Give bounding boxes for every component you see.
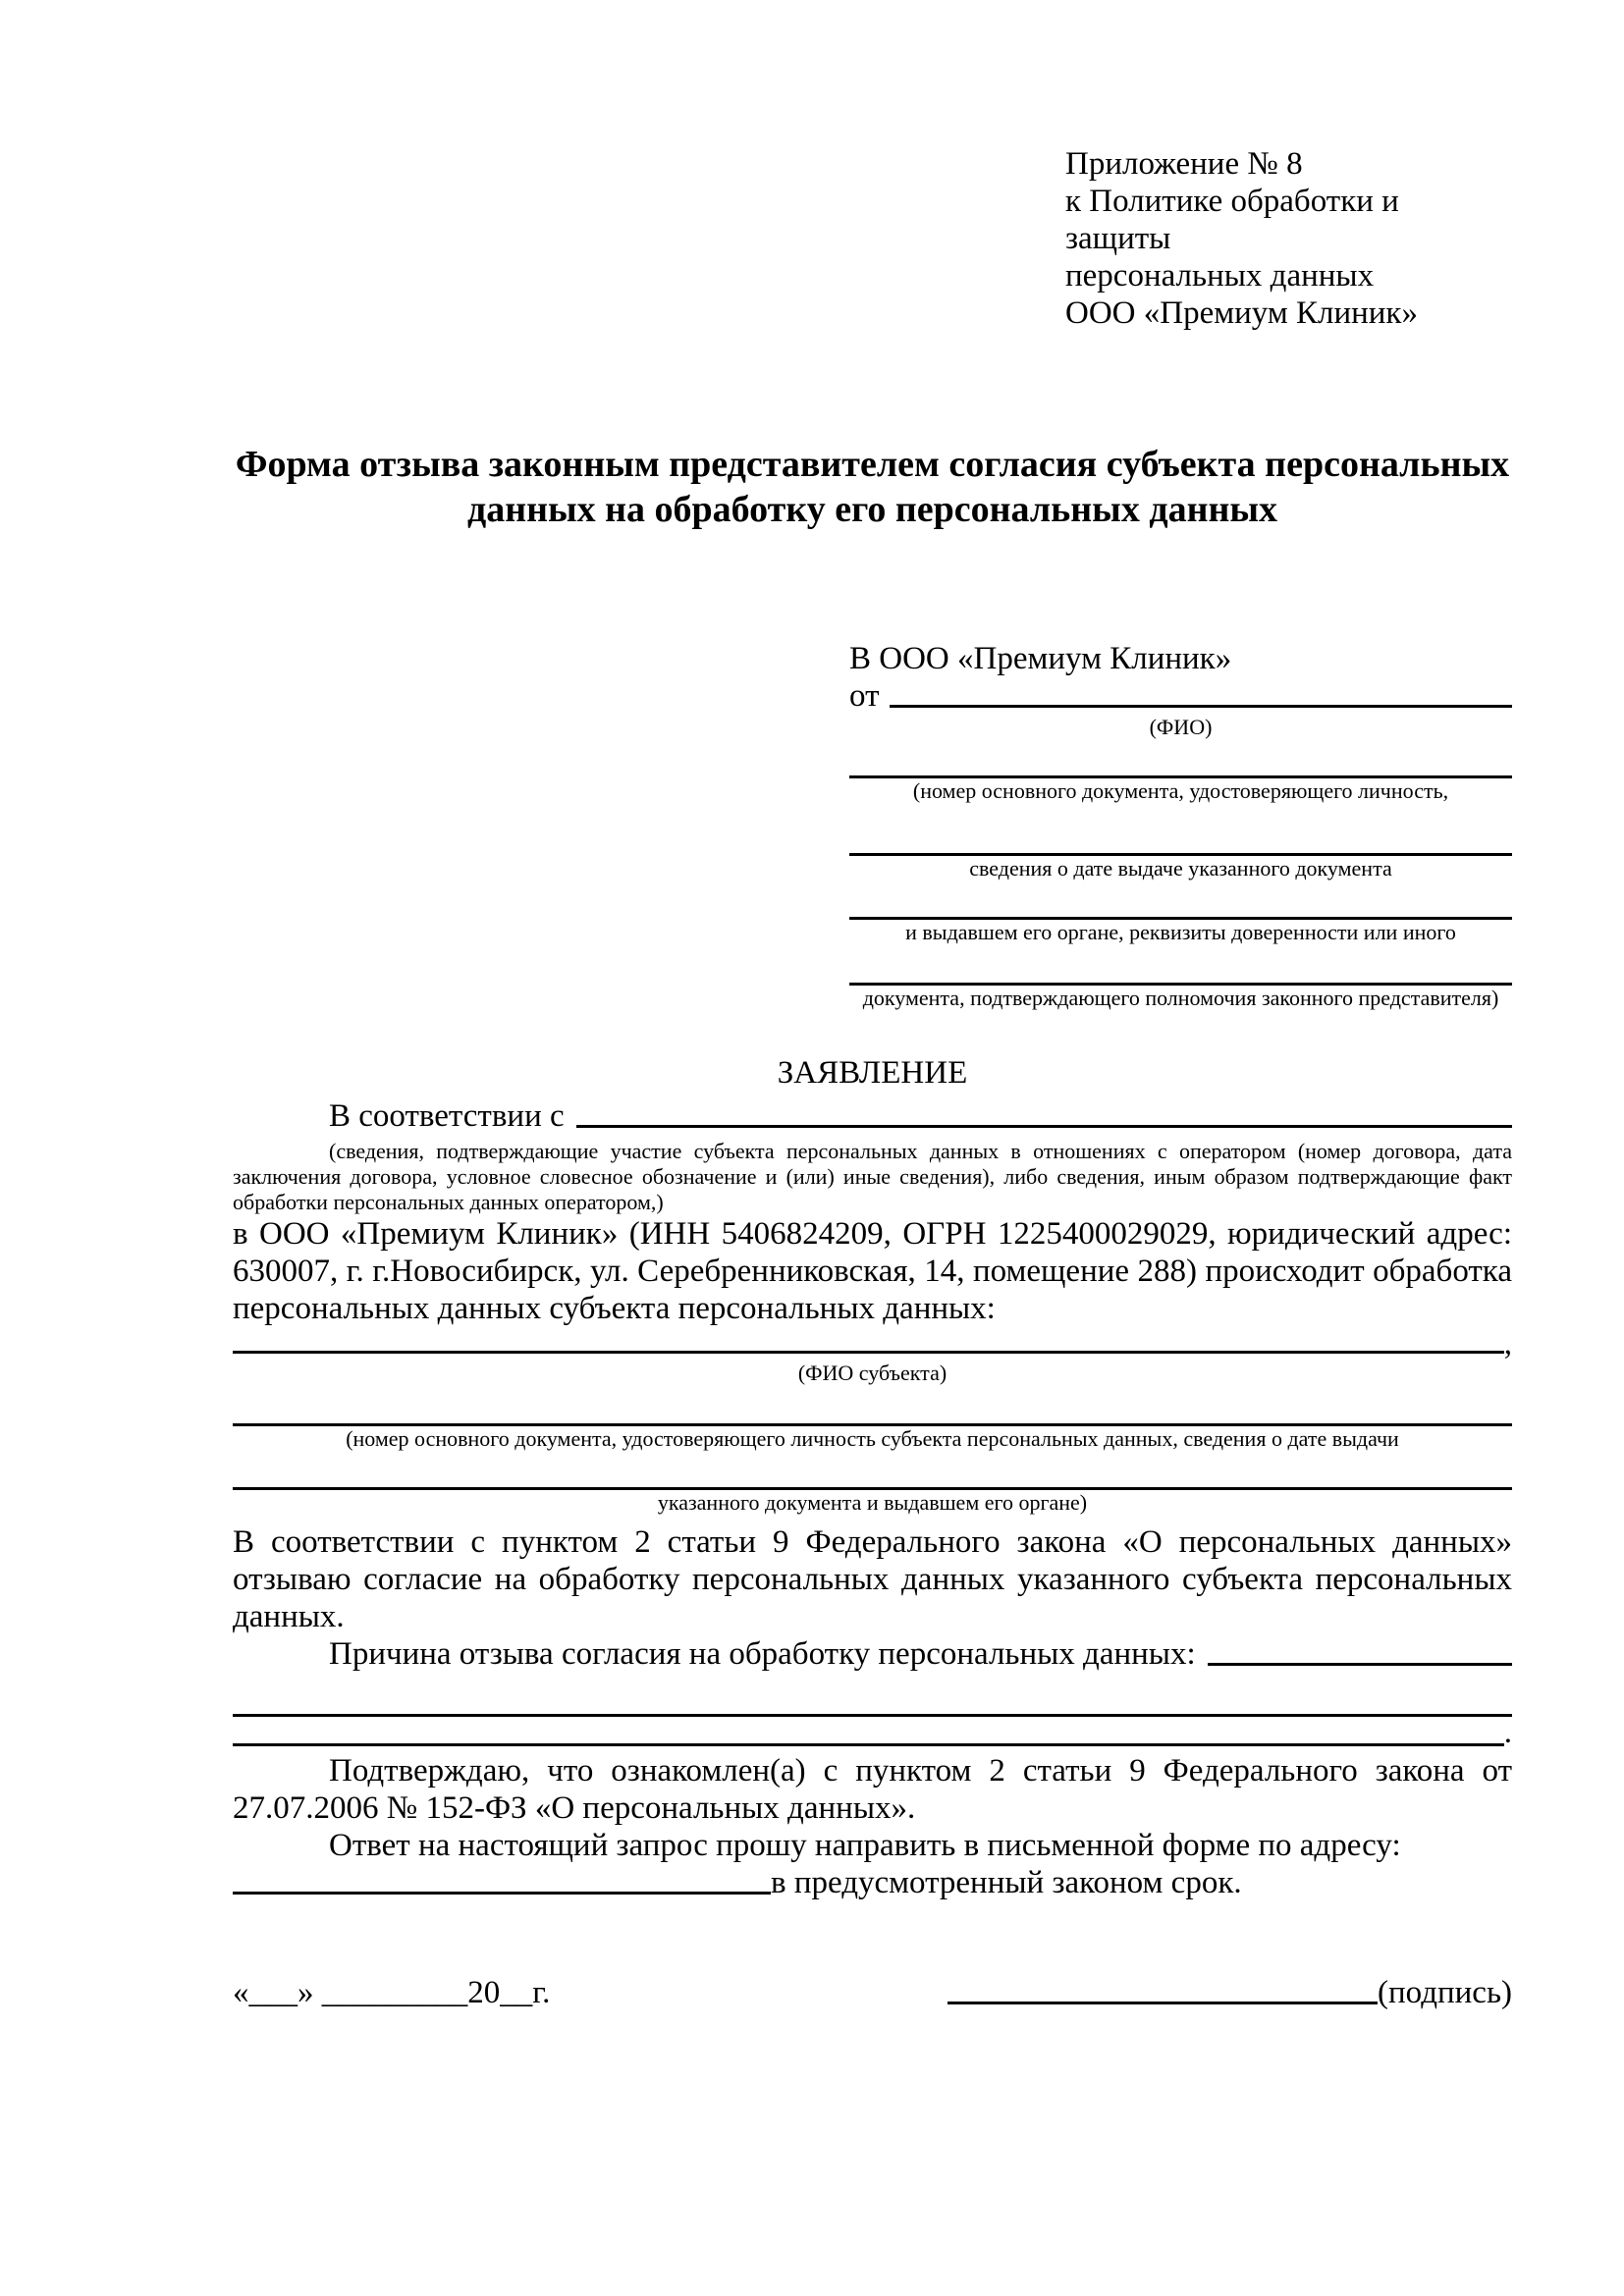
reason-label: Причина отзыва согласия на обработку персональных данных: [329,1636,1196,1672]
reason-blank-row-2 [233,1715,1512,1750]
signature-group [947,1974,1512,2011]
subject-doc-field-2 [233,1460,1512,1516]
confirm-paragraph: Подтверждаю, что ознакомлен(а) с пунктом 2 статьи 9 Федерального закона от 27.07.2006 № 152-ФЗ «О персональных данных». [233,1753,1512,1826]
operator-paragraph: в ООО «Премиум Клиник» (ИНН 5406824209, ОГРН 1225400029029, юридический адрес: 630007, г. г.Новосибирск, ул. Серебренниковская, 14, помещение 288) происходит обработка персональных данных субъекта персональных данных: [233,1216,1512,1326]
subject-fio-line[interactable] [233,1351,1504,1354]
statement-heading: ЗАЯВЛЕНИЕ [777,1055,968,1091]
recipient-to: В ООО «Премиум Клиник» [849,641,1232,676]
reason-blank-line-2[interactable] [233,1743,1504,1746]
basis-fill-line[interactable] [576,1125,1512,1128]
recipient-block [849,640,1512,1011]
annex-line-3: персональных данных [1065,258,1375,294]
doc-caption-4: документа, подтверждающего полномочия законного представителя) [862,986,1499,1010]
subject-doc-caption-1: (номер основного документа, удостоверяющего личность субъекта персональных данных, сведения о дате выдачи [346,1426,1399,1451]
representative-doc-line-1[interactable] [849,748,1512,778]
from-row [849,677,1512,715]
subject-doc-field-1 [233,1396,1512,1452]
reply-paragraph: Ответ на настоящий запрос прошу направить в письменной форме по адресу: [329,1828,1401,1863]
according-label: В соответствии с [329,1098,565,1134]
annex-block [1065,145,1512,332]
representative-doc-line-4[interactable] [849,955,1512,986]
reply-address-line[interactable] [233,1892,771,1895]
basis-row [233,1097,1512,1135]
annex-line-1: Приложение № 8 [1065,146,1303,182]
subject-doc-line-1[interactable] [233,1396,1512,1426]
basis-caption: (сведения, подтверждающие участие субъекта персональных данных в отношениях с оператором (номер договора, дата заключения договора, условное словесное обозначение и (или) иные сведения), либо сведения, иным образом подтверждающие факт обработки персональных данных оператором,) [233,1139,1512,1214]
reply-tail: в предусмотренный законом срок. [771,1865,1242,1900]
signature-line[interactable] [947,2002,1378,2004]
subject-doc-line-2[interactable] [233,1460,1512,1490]
doc-caption-1: (номер основного документа, удостоверяющего личность, [912,778,1449,803]
reason-blank-line-1[interactable] [233,1681,1512,1717]
reply-address-row [233,1864,1512,1901]
subject-fio-row [233,1327,1512,1361]
reason-fill-line[interactable] [1208,1663,1512,1666]
representative-doc-line-3[interactable] [849,889,1512,920]
revoke-paragraph: В соответствии с пунктом 2 статьи 9 Федерального закона «О персональных данных» отзываю согласие на обработку персональных данных указанного субъекта персональных данных. [233,1524,1512,1634]
signature-caption: (подпись) [1378,1975,1512,2010]
representative-doc-field-1 [849,748,1512,804]
representative-doc-field-3 [849,889,1512,945]
from-label: от [849,678,880,714]
fio-caption: (ФИО) [1149,715,1213,739]
representative-doc-field-2 [849,826,1512,881]
annex-line-4: ООО «Премиум Клиник» [1065,295,1418,331]
doc-caption-3: и выдавшем его органе, реквизиты доверенности или иного [905,920,1456,944]
representative-doc-line-2[interactable] [849,826,1512,856]
subject-doc-caption-2: указанного документа и выдавшем его органе) [657,1490,1088,1515]
signing-row [233,1974,1512,2011]
comma-char: , [1503,1326,1512,1362]
representative-fio-line[interactable] [890,705,1513,708]
document-title: Форма отзыва законным представителем согласия субъекта персональных данных на обработку его персональных данных [235,444,1510,530]
reason-row [233,1635,1512,1673]
representative-doc-field-4 [849,955,1512,1011]
doc-caption-2: сведения о дате выдаче указанного документа [969,856,1392,881]
period-char: . [1503,1715,1512,1750]
subject-fio-caption: (ФИО субъекта) [797,1361,947,1385]
date-line[interactable]: «___» _________20__г. [233,1975,551,2010]
annex-line-2: к Политике обработки и защиты [1065,184,1399,256]
